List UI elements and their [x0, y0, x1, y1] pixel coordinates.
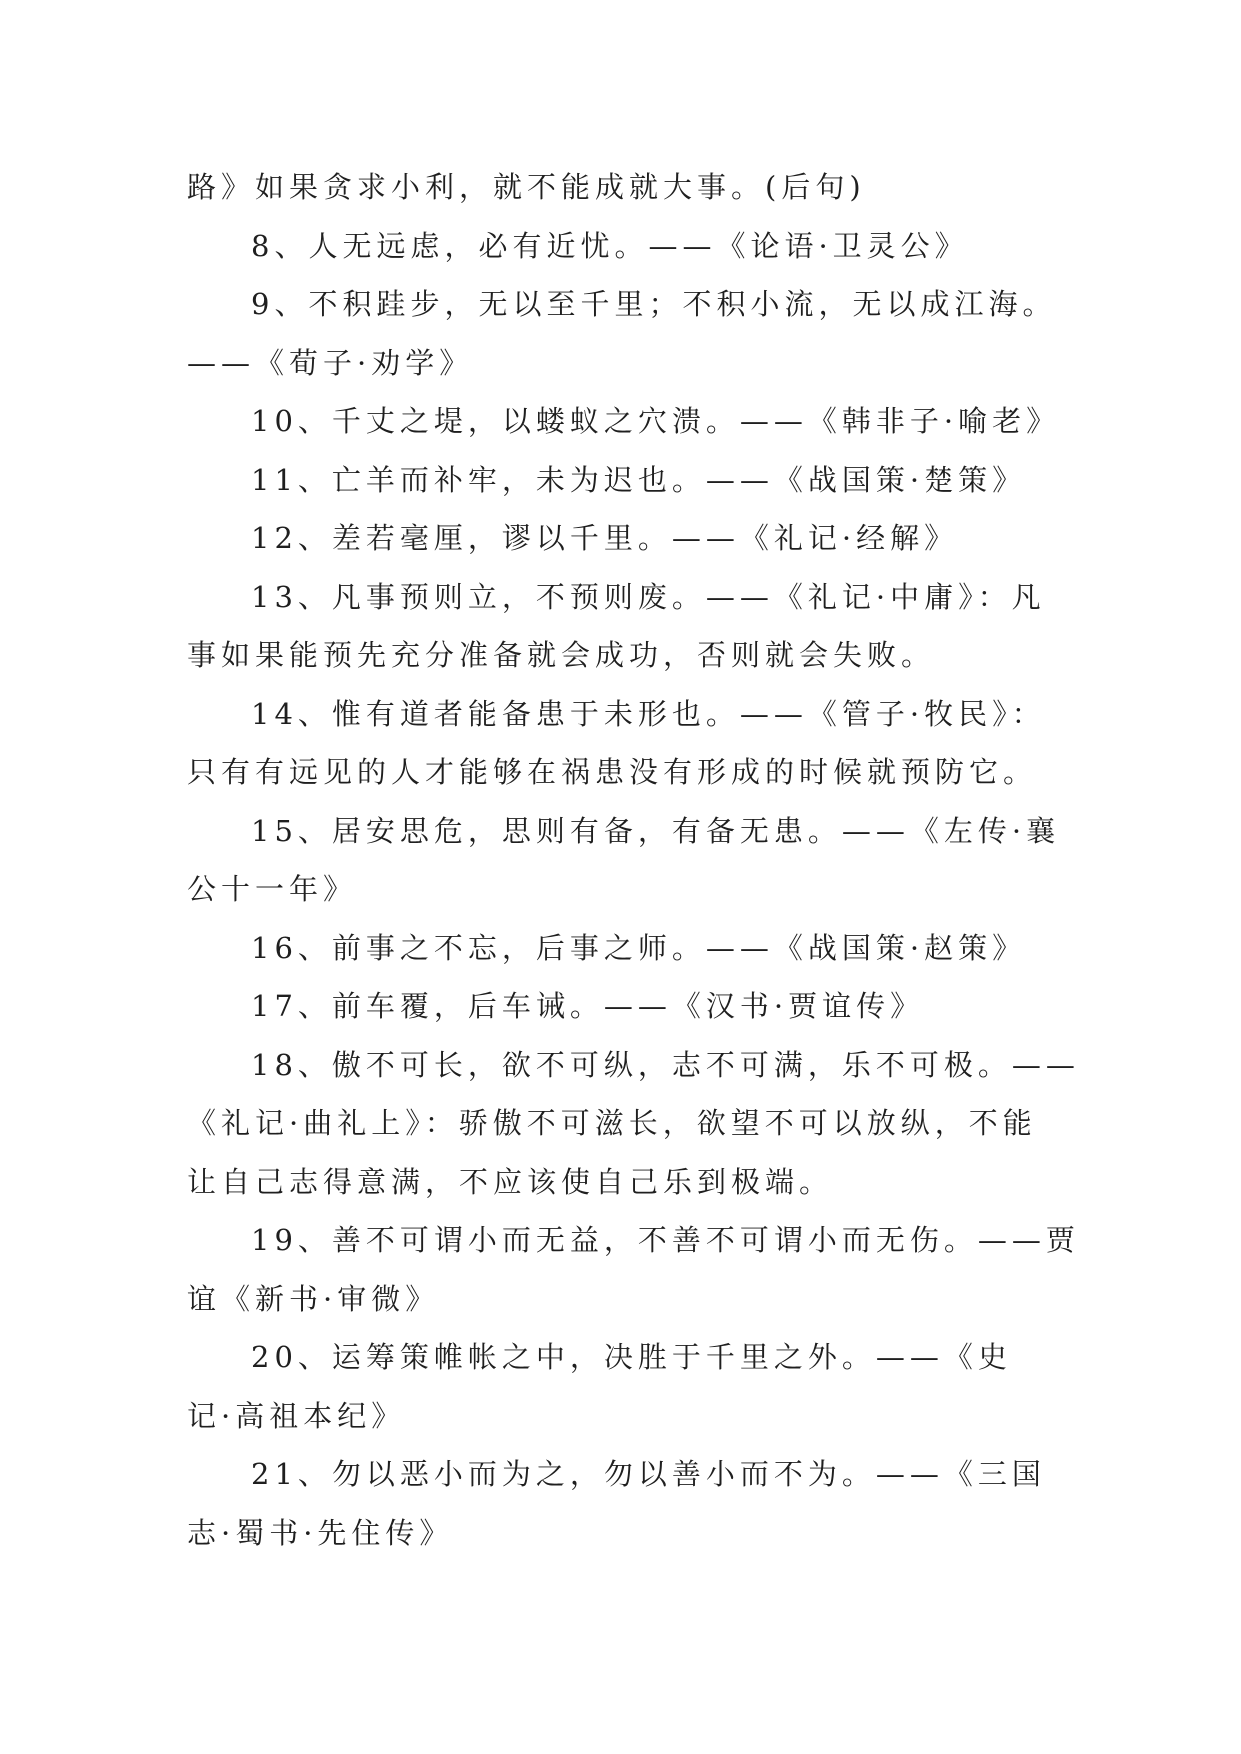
text-line: 19、善不可谓小而无益，不善不可谓小而无伤。——贾 [251, 1223, 1080, 1257]
text-line: 21、勿以恶小而为之，勿以善小而不为。——《三国 [251, 1457, 1046, 1491]
text-line: 让自己志得意满，不应该使自己乐到极端。 [187, 1164, 834, 1199]
text-line: 事如果能预先充分准备就会成功，否则就会失败。 [187, 638, 936, 672]
text-line: 17、前车覆，后车诫。——《汉书·贾谊传》 [251, 989, 925, 1023]
text-line: 10、千丈之堤，以蝼蚁之穴溃。——《韩非子·喻老》 [251, 404, 1061, 438]
text-line: 8、人无远虑，必有近忧。——《论语·卫灵公》 [251, 228, 969, 263]
body-text [187, 158, 1080, 1562]
text-line: 15、居安思危，思则有备，有备无患。——《左传·襄 [251, 813, 1061, 848]
text-line: 16、前事之不忘，后事之师。——《战国策·赵策》 [251, 930, 1027, 965]
text-line: 公十一年》 [187, 872, 358, 906]
text-line: 12、差若毫厘，谬以千里。——《礼记·经解》 [251, 521, 959, 555]
text-line: 20、运筹策帷帐之中，决胜于千里之外。——《史 [251, 1340, 1012, 1374]
text-line: 13、凡事预则立，不预则废。——《礼记·中庸》：凡 [251, 579, 1046, 614]
text-line: 谊《新书·审微》 [187, 1281, 440, 1316]
text-line: 志·蜀书·先住传》 [187, 1515, 454, 1550]
text-line: 14、惟有道者能备患于未形也。——《管子·牧民》： [251, 696, 1046, 731]
text-line: ——《荀子·劝学》 [187, 345, 474, 380]
text-line: 路》如果贪求小利，就不能成就大事。(后句) [187, 170, 866, 204]
text-line: 记·高祖本纪》 [187, 1398, 406, 1433]
text-line: 18、傲不可长，欲不可纵，志不可满，乐不可极。—— [251, 1047, 1080, 1082]
text-line: 11、亡羊而补牢，未为迟也。——《战国策·楚策》 [251, 462, 1027, 497]
text-line: 只有有远见的人才能够在祸患没有形成的时候就预防它。 [187, 755, 1038, 789]
text-line: 《礼记·曲礼上》：骄傲不可滋长，欲望不可以放纵，不能 [187, 1106, 1037, 1140]
text-line: 9、不积跬步，无以至千里；不积小流，无以成江海。 [251, 287, 1057, 321]
